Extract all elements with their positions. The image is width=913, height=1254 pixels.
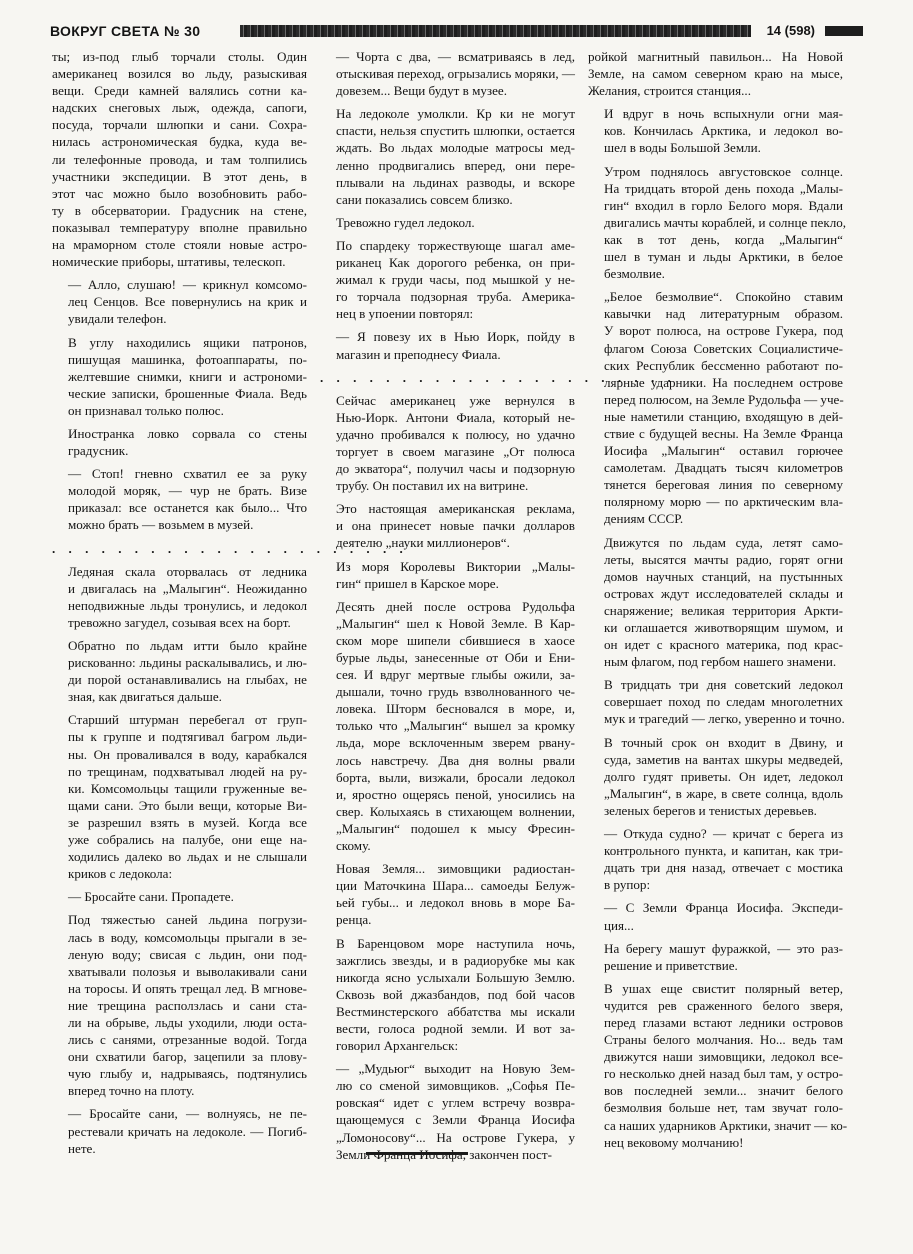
text-line: леты, высятся мачты радио, горят огни — [604, 551, 843, 567]
text-line: до экватора“, получил часы и подзорную — [336, 461, 575, 477]
text-line: скому. — [336, 838, 371, 854]
text-line: рискованно: льдины раскалывались, и лю- — [68, 655, 307, 671]
paragraph — [588, 534, 843, 671]
text-line: лась в воду, комсомольцы прыгали в зе- — [68, 929, 307, 945]
text-line: лись с санями, отрезанные водой. Тогда — [68, 1032, 307, 1048]
text-line: как в тот день, когда „Малыгин“ — [604, 231, 843, 247]
text-line: надских снеговых лыж, одежда, сапоги, — [52, 100, 307, 116]
text-line: чую глыбу и, надрываясь, подтянулись — [68, 1066, 307, 1082]
text-line: „Малыгин“ подошел к мысу Фресин- — [336, 820, 575, 836]
text-line: Обратно по льдам итти было крайне — [68, 638, 307, 653]
text-line: только что „Малыгин“ вышел за кромку — [336, 718, 575, 734]
paragraph — [320, 1060, 575, 1163]
text-line: нете. — [68, 1140, 96, 1156]
text-line: кавычки над литературным образом. — [604, 306, 843, 322]
text-line: ли телефонные провода, и там толпились — [52, 151, 307, 167]
text-line: ту в обсерватории. Градусник на стене, — [52, 202, 307, 218]
text-line: удачно пробивался к полюсу, но удачно — [336, 426, 575, 442]
text-line: и она принесет новые пачки долларов — [336, 518, 575, 534]
text-line: решение и приветствие. — [604, 957, 738, 973]
text-line: ьей губы... и ледокол вновь в море Ба- — [336, 895, 575, 911]
paragraph — [588, 105, 843, 156]
text-line: ствие с будущей весны. На Земле Франца — [604, 425, 843, 441]
page-number: 14 (598) — [766, 23, 815, 38]
text-line: сея. И вдруг мертвые глыбы ожили, за- — [336, 667, 575, 683]
text-line: торгует в своем магазине „От полюса — [336, 443, 575, 459]
paragraph — [320, 48, 575, 99]
text-line: У ворот полюса, на острове Гукера, под — [604, 323, 843, 339]
text-line: Новая Земля... зимовщики радиостан- — [336, 861, 575, 877]
text-line: и, яростно ощерясь пеной, уносились на — [336, 786, 575, 802]
text-line: градусник. — [68, 443, 129, 459]
text-line: Ледяная скала оторвалась от ледника — [68, 563, 307, 579]
text-line: Иосифа „Малыгин“ оставил горючее — [604, 443, 843, 459]
text-line: шел в воды Большой Земли. — [604, 140, 761, 156]
text-line: этот час можно было возобновить рабо- — [52, 185, 307, 201]
text-line: ние трещина расползлась и сани ста- — [68, 997, 307, 1013]
text-line: Иностранка ловко сорвала со стены — [68, 425, 307, 441]
text-line: нец в упоении повторял: — [336, 306, 474, 322]
text-line: ди порой останавливались на глыбах, не — [68, 672, 307, 688]
text-line: лярные ударники. На последнем острове — [604, 374, 843, 390]
text-line: ция... — [604, 917, 634, 933]
paragraph — [320, 237, 575, 322]
text-line: дениям СССР. — [604, 511, 684, 527]
text-line: увидали телефон. — [68, 311, 167, 327]
text-line: хватывали полозья и выволакивали сани — [68, 963, 307, 979]
text-line: плывали на льдинах разводы, и вскоре — [336, 174, 575, 190]
paragraph — [320, 328, 575, 362]
paragraph — [588, 940, 843, 974]
text-line: вперед точно на плоту. — [68, 1083, 195, 1099]
text-line: лю со сменой зимовщиков. „Софья Пе- — [336, 1078, 575, 1094]
text-line: — Бросайте сани, — волнуясь, не пе- — [68, 1106, 307, 1122]
paragraph — [52, 888, 307, 905]
paragraph — [588, 163, 847, 283]
text-line: В ушах еще свистит полярный ветер, — [604, 980, 843, 996]
text-line: Это настоящая американская реклама, — [336, 501, 575, 517]
text-line: — С Земли Франца Иосифа. Экспеди- — [604, 900, 843, 916]
text-line: дышали, точно грудь взволнованного че- — [336, 684, 575, 700]
text-line: ленно продвигались вперед, они пере- — [336, 157, 575, 173]
text-line: борта, выли, визжали, бросали ледокол — [336, 769, 575, 785]
paragraph — [52, 711, 307, 882]
page-header — [50, 22, 863, 42]
text-line: Страны белого молчания. Но... ведь там — [604, 1032, 843, 1048]
text-line: ходились далеко во льдах и не слышали — [68, 849, 307, 865]
text-column-3 — [588, 48, 848, 1157]
text-line: тянется береговая линия по северному — [604, 477, 843, 493]
text-line: Желания, строится станция... — [588, 83, 751, 99]
text-line: никогда ясно услыхали Большую Землю. — [336, 969, 575, 985]
end-of-article-rule — [366, 1152, 468, 1155]
text-line: номические приборы, штативы, телескоп. — [52, 254, 286, 270]
text-line: Из моря Королевы Виктории „Малы- — [336, 558, 575, 574]
text-line: Тревожно гудел ледокол. — [336, 214, 475, 230]
paragraph — [52, 563, 307, 631]
text-line: Сквозь вой джазбандов, под бой часов — [336, 986, 575, 1002]
text-line: са наших ударников Арктики, значит — ко- — [604, 1117, 848, 1133]
paragraph — [52, 48, 307, 270]
text-line: го несколько дней назад был там, у остро- — [604, 1066, 843, 1082]
text-line: криков с ледокола: — [68, 866, 173, 882]
text-line: по трещинам, подхватывал людей на ру- — [68, 763, 307, 779]
paragraph — [588, 734, 843, 819]
paragraph — [52, 911, 307, 1099]
paragraph — [320, 105, 575, 208]
text-line: ные наметили станцию, входящую в дей- — [604, 408, 843, 424]
text-line: — Откуда судно? — кричат с берега из — [604, 826, 843, 842]
text-line: го торчала подзорная труба. Америка- — [336, 289, 575, 305]
text-line: шел в туман и льды Арктики, в белое — [604, 249, 843, 265]
text-line: Сейчас американец уже вернулся в — [336, 392, 575, 408]
text-line: ли на обрыве, льды уходили, люди оста- — [68, 1014, 307, 1030]
magazine-masthead: ВОКРУГ СВЕТА № 30 — [50, 23, 201, 39]
paragraph — [320, 500, 575, 551]
paragraph — [320, 860, 575, 928]
text-line: пы к группе и подтягивал багром льди- — [68, 729, 307, 745]
text-line: лось навстречу. Два дня волны рвали — [336, 752, 575, 768]
text-line: В точный срок он входит в Двину, и — [604, 734, 843, 750]
text-line: ловека. Шторм бесновался в море, и, — [336, 701, 575, 717]
text-line: и двигалась на „Малыгин“. Неожиданно — [68, 580, 307, 596]
text-line: трубу. Он поставил их на витрине. — [336, 478, 529, 494]
text-line: чудится рев сраженного белого зверя, — [604, 997, 843, 1013]
paragraph — [588, 288, 843, 527]
paragraph — [52, 1105, 307, 1156]
text-line: посуда, торчали шлюпки и сани. Сохра- — [52, 117, 307, 133]
text-line: жимал к груди часы, под мышкой у не- — [336, 272, 575, 288]
paragraph — [588, 825, 843, 893]
text-line: сани показались совсем близко. — [336, 191, 513, 207]
text-line: долго гудят приветы. Он идет, ледокол — [604, 768, 843, 784]
text-line: неподвижные льды тронулись, и ледокол — [68, 597, 307, 613]
text-line: островах ждут исследователей склады и — [604, 585, 843, 601]
text-line: риканец Как дорогого ребенка, он при- — [336, 255, 575, 271]
paragraph — [52, 334, 307, 419]
text-line: гин“ пришел в Карское море. — [336, 575, 499, 591]
text-line: В углу находились ящики патронов, — [68, 334, 307, 350]
text-line: — Я повезу их в Нью Иорк, пойду в — [336, 329, 575, 345]
text-line: — Стоп! гневно схватил ее за руку — [68, 466, 307, 482]
text-line: нилась астрономическая будка, куда ве- — [52, 134, 307, 150]
paragraph — [588, 899, 843, 933]
text-line: движутся наши зимовщики, ледокол все- — [604, 1049, 843, 1065]
text-line: На ледоколе умолкли. Кр ки не могут — [336, 106, 575, 122]
text-line: желтевшие снимки, книги и астрономи- — [68, 368, 307, 384]
section-divider-dots: . . . . . . . . . . . . . . . . . . . . . . — [320, 369, 676, 385]
paragraph — [52, 425, 307, 459]
text-line: снаряжение; великая территория Аркти- — [604, 602, 843, 618]
text-line: вещи. Среди камней валялись сотни ка- — [52, 83, 307, 99]
text-line: мук и трагедий — легко, уверенно и точно. — [604, 711, 845, 727]
text-line: И вдруг в ночь вспыхнули огни мая- — [604, 106, 843, 122]
text-line: Движутся по льдам суда, летят само- — [604, 534, 843, 550]
paragraph — [320, 935, 575, 1055]
text-line: ских Республик бессменно работают по- — [604, 357, 843, 373]
text-line: В тридцать три дня советский ледокол — [604, 677, 843, 693]
text-line: На берегу машут фуражкой, — это раз- — [604, 940, 843, 956]
text-line: щающемуся с Земли Франца Иосифа — [336, 1112, 575, 1128]
text-line: тревожно загудел, созывая всех на борт. — [68, 614, 291, 630]
text-line: молодой моряк, — чур не брать. Визе — [68, 483, 307, 499]
text-line: — Бросайте сани. Пропадете. — [68, 889, 234, 905]
text-line: зная, как двигаться дальше. — [68, 689, 222, 705]
paragraph — [588, 676, 843, 727]
text-line: приказал: все останется как было... Что — [68, 500, 307, 516]
text-line: безмолвие. — [604, 266, 665, 282]
text-line: Нью-Иорк. Антони Фиала, который не- — [336, 409, 575, 425]
text-line: „Ломоносову“... На острове Гукера, у — [336, 1129, 575, 1145]
text-line: ждать. Во льдах молодые матросы мед- — [336, 140, 575, 156]
text-line: ков. Кончилась Арктика, и ледокол во- — [604, 123, 843, 139]
text-line: вести, голоса родной земли. И вот за- — [336, 1020, 575, 1036]
text-line: деятелю „науки миллионеров“. — [336, 535, 510, 551]
text-line: американец возился во льду, разыскивая — [52, 66, 307, 82]
text-line: можно брать — возьмем в музей. — [68, 517, 254, 533]
text-line: Земле, на самом северном краю на мысе, — [588, 66, 843, 82]
text-line: Под тяжестью саней льдина погрузи- — [68, 912, 307, 928]
text-line: „Малыгин“, в жаре, в свете солнца, вдоль — [604, 785, 843, 801]
paragraph — [320, 558, 575, 592]
text-line: флагом Союза Советских Социалистиче- — [604, 340, 843, 356]
text-line: в рупор: — [604, 877, 651, 893]
text-line: Вестминстерского аббатства мы искали — [336, 1003, 575, 1019]
text-line: уже собрались на палубе, они еще на- — [68, 832, 307, 848]
text-line: Утром поднялось августовское солнце. — [604, 163, 843, 179]
text-line: на мраморном столе стояли новые астро- — [52, 237, 307, 253]
text-line: — Чорта с два, — всматриваясь в лед, — [336, 49, 575, 64]
text-line: пишущая машинка, фотоаппараты, по- — [68, 351, 307, 367]
text-line: дцать три дня назад, отвечает с мостика — [604, 860, 843, 876]
text-line: отыскивая переход, огрызались моряки, — — [336, 66, 575, 82]
text-line: ройкой магнитный павильон... На Новой — [588, 49, 843, 64]
text-line: он идет с красного материка, под крас- — [604, 637, 843, 653]
text-line: зеленых берегов и тенистых деревьев. — [604, 802, 817, 818]
text-line: показывал температуру вполне правильно — [52, 219, 307, 235]
text-line: нец вековому молчанию! — [604, 1134, 744, 1150]
text-line: домов научных станций, на пустынных — [604, 568, 843, 584]
text-line: — Алло, слушаю! — крикнул комсомо- — [68, 277, 307, 293]
text-line: зажглись звезды, и в радиорубке мы как — [336, 952, 575, 968]
header-decorative-rule — [240, 25, 751, 37]
text-line: ческие записки, брошенные Фиала. Ведь — [68, 385, 307, 401]
text-line: Десять дней после острова Рудольфа — [336, 598, 575, 614]
text-line: зе разрешил взять в музей. Когда все — [68, 814, 307, 830]
text-line: рестевали кричать на ледоколе. — Погиб- — [68, 1123, 307, 1139]
text-line: перед полюсом, на Земле Рудольфа — уче- — [604, 391, 844, 407]
paragraph — [52, 465, 307, 533]
text-line: говорил Архангельск: — [336, 1038, 459, 1054]
text-line: лец Сенцов. Все повернулись на крик и — [68, 294, 307, 310]
text-line: ском море шипели сбившиеся в хаосе — [336, 632, 575, 648]
text-line: леную воду; свисая с льдин, они под- — [68, 946, 307, 962]
text-line: В Баренцовом море наступила ночь, — [336, 935, 575, 951]
text-line: щами сани. Это были вещи, которые Ви- — [68, 797, 307, 813]
text-line: гин“ входил в горло Белого моря. Вдали — [604, 197, 843, 213]
text-line: ровская“ идет с углем встречу возвра- — [336, 1095, 575, 1111]
text-line: льда, море всклоченным зверем рвану- — [336, 735, 575, 751]
text-line: спасти, нельзя спустить шлюпки, остается — [336, 123, 575, 139]
text-line: „Малыгин“ шел к Новой Земле. В Кар- — [336, 615, 575, 631]
text-line: ным флагом, под гербом нашего знамени. — [604, 654, 837, 670]
text-line: ты; из-под глыб торчали столы. Один — [52, 49, 307, 64]
text-line: На тридцать второй день похода „Малы- — [604, 180, 843, 196]
text-line: участники экспедиции. В этот день, в — [52, 168, 307, 184]
paragraph — [320, 598, 575, 854]
paragraph — [320, 392, 575, 495]
text-line: контрольного пункта, и капитан, как три- — [604, 843, 843, 859]
paragraph — [52, 276, 307, 327]
text-line: вов последней земли... значит белого — [604, 1083, 843, 1099]
paragraph — [588, 980, 848, 1151]
paragraph — [588, 48, 843, 99]
text-line: самолетам. Двадцать тысяч километров — [604, 460, 843, 476]
text-line: суда, заметив на вантах шкуры медведей, — [604, 751, 843, 767]
text-line: ции Маточкина Шара... самоеды Белуж- — [336, 878, 575, 894]
paragraph — [320, 214, 575, 231]
text-line: ки. Комсомольцы тащили груженные ве- — [68, 780, 307, 796]
text-line: они схватили багор, зацепили за плову- — [68, 1049, 307, 1065]
text-line: Земли Франца Иосифа, закончен пост- — [336, 1146, 552, 1162]
text-line: перед глазами встают ледники островов — [604, 1014, 843, 1030]
text-line: „Белое безмолвие“. Спокойно ставим — [604, 289, 843, 305]
text-line: бурые льды, занесенные от Оби и Ени- — [336, 650, 575, 665]
text-line: ки оглашается животворящим шумом, и — [604, 620, 843, 635]
text-line: совершает поход по следам многолетних — [604, 694, 843, 710]
text-line: Старший штурман перебегал от груп- — [68, 712, 307, 728]
text-line: — „Мудьюг“ выходит на Новую Зем- — [336, 1061, 575, 1077]
text-line: довезем... Вещи будут в музее. — [336, 83, 508, 99]
text-line: свер. Колыхаясь в стихающем волнении, — [336, 803, 575, 819]
text-line: он признавал только полюс. — [68, 402, 224, 418]
text-line: полярному морю — по арктическим вла- — [604, 494, 843, 510]
text-line: двигались мачты кораблей, и солнце пекло, — [604, 214, 847, 230]
text-line: магазин и преподнесу Фиала. — [336, 346, 501, 362]
section-divider-dots: . . . . . . . . . . . . . . . . . . . . . . — [52, 540, 408, 556]
text-line: ренца. — [336, 912, 372, 928]
text-line: По спардеку торжествующе шагал аме- — [336, 237, 575, 253]
paragraph — [52, 637, 307, 705]
text-line: ны. Он проваливался в воду, карабкался — [68, 746, 307, 762]
text-line: безмолвия больше нет, там звучат голо- — [604, 1100, 843, 1116]
header-black-bar — [825, 26, 863, 36]
text-line: на торосы. И опять трещал лед. В мгнове- — [68, 980, 307, 996]
